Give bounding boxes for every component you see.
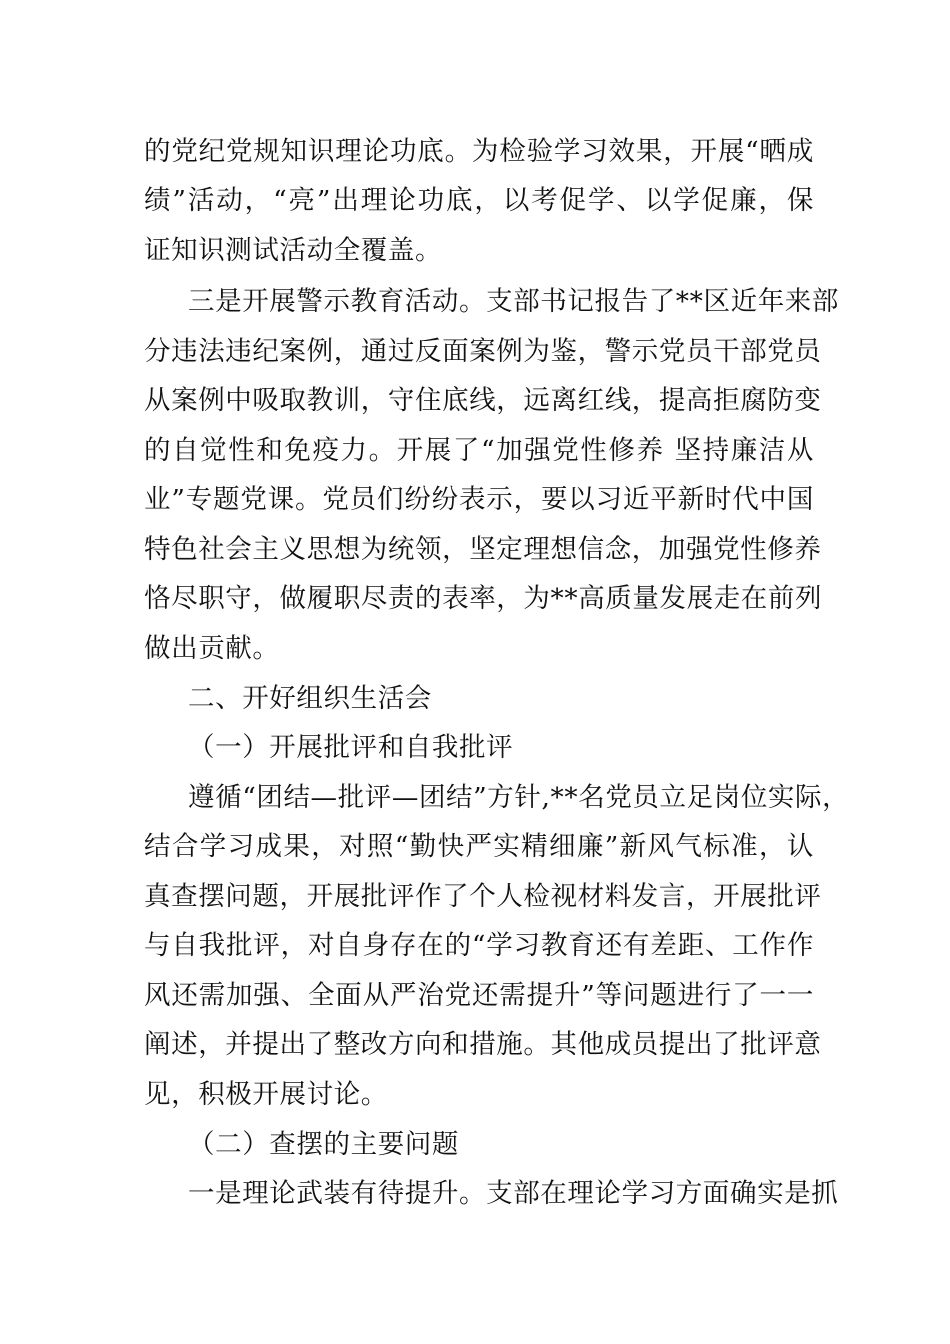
body-text-line: 的自觉性和免疫力。开展了“加强党性修养 坚持廉洁从 <box>144 435 814 466</box>
body-text-line: 证知识测试活动全覆盖。 <box>144 235 443 266</box>
body-text-line: 结合学习成果，对照“勤快严实精细廉”新风气标准，认 <box>144 831 814 862</box>
body-text-line: 阐述，并提出了整改方向和措施。其他成员提出了批评意 <box>144 1029 822 1060</box>
body-text-line: 特色社会主义思想为统领，坚定理想信念，加强党性修养 <box>144 534 822 565</box>
body-text-line: 分违法违纪案例，通过反面案例为鉴，警示党员干部党员 <box>144 336 822 367</box>
body-text-line: 做出贡献。 <box>144 633 280 664</box>
body-text-line: 业”专题党课。党员们纷纷表示，要以习近平新时代中国 <box>144 484 814 515</box>
subsection-heading: （二）查摆的主要问题 <box>188 1129 459 1160</box>
body-text-line: 恪尽职守，做履职尽责的表率，为**高质量发展走在前列 <box>144 583 823 614</box>
paragraph-first-line: 三是开展警示教育活动。支部书记报告了**区近年来部 <box>188 286 839 317</box>
body-text-line: 从案例中吸取教训，守住底线，远离红线，提高拒腐防变 <box>144 385 822 416</box>
section-heading: 二、开好组织生活会 <box>188 683 432 714</box>
paragraph-first-line: 一是理论武装有待提升。支部在理论学习方面确实是抓 <box>188 1178 839 1209</box>
body-text-line: 真查摆问题，开展批评作了个人检视材料发言，开展批评 <box>144 881 822 912</box>
body-text-line: 的党纪党规知识理论功底。为检验学习效果，开展“晒成 <box>144 136 814 167</box>
body-text-line: 绩”活动，“亮”出理论功底，以考促学、以学促廉，保 <box>144 185 814 216</box>
subsection-heading: （一）开展批评和自我批评 <box>188 732 514 763</box>
body-text-line: 风还需加强、全面从严治党还需提升”等问题进行了一一 <box>144 980 814 1011</box>
paragraph-first-line: 遵循“团结—批评—团结”方针,**名党员立足岗位实际， <box>188 782 850 813</box>
body-text-line: 与自我批评，对自身存在的“学习教育还有差距、工作作 <box>144 930 814 961</box>
body-text-line: 见，积极开展讨论。 <box>144 1079 388 1110</box>
